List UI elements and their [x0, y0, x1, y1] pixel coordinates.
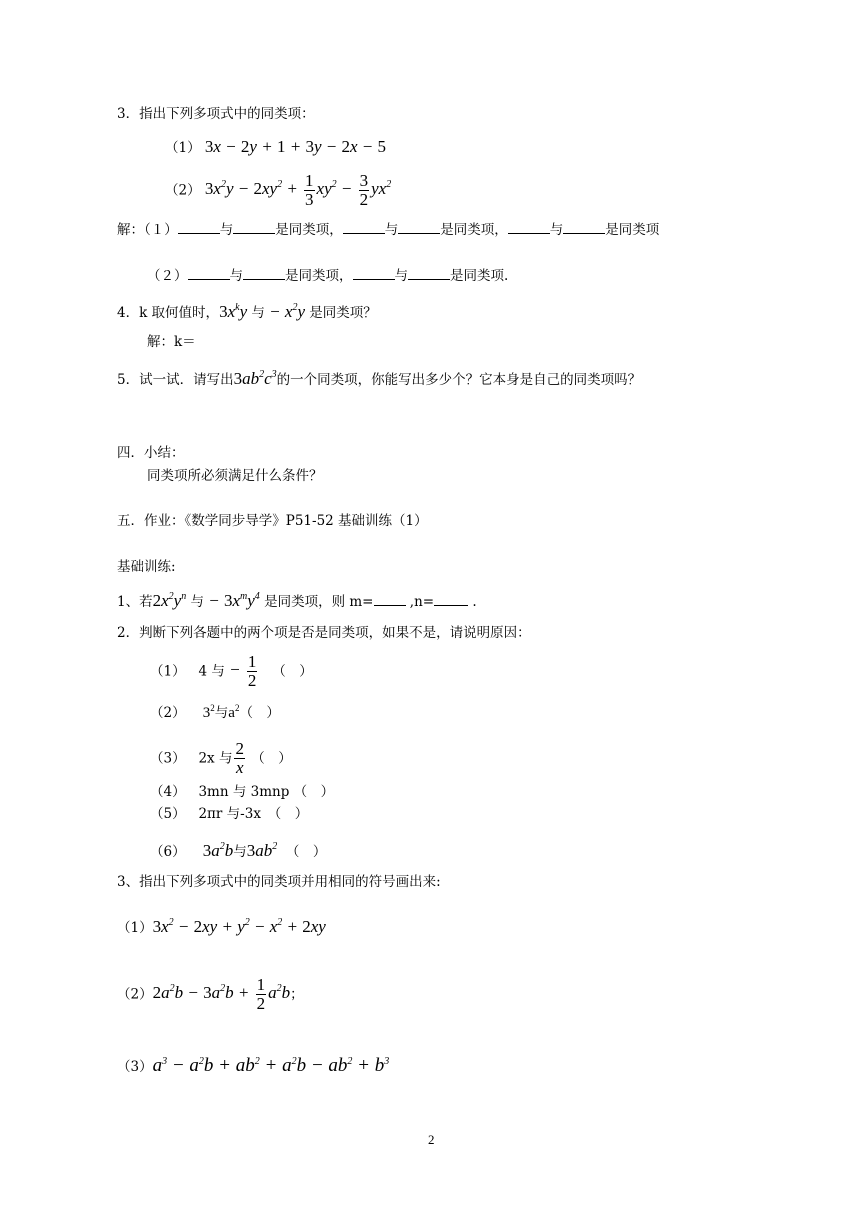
answer-blank[interactable]	[233, 221, 275, 234]
summary-question: 同类项所必须满足什么条件？	[147, 468, 323, 484]
answer-blank[interactable]	[408, 267, 450, 280]
answer-blank[interactable]	[353, 267, 395, 280]
basic-q2-item-3: （3） 2x 与 $\frac{2}{x}$ （ ）	[150, 739, 292, 777]
q5-term: $3ab^2c^3$	[233, 369, 277, 388]
basic-q2-item-5: （5） 2πr 与-3x （ ）	[150, 806, 309, 822]
q3-answer-1: 解：（１） 与 是同类项， 与 是同类项， 与 是同类项	[117, 222, 660, 238]
basic-q3-item-2: $(2)2a^2b - 3a^2b$ + $\frac{1}{2}$ $a^2b$；	[117, 975, 304, 1013]
basic-title: 基础训练:	[117, 559, 176, 575]
q3-answer-2: （２） 与 是同类项， 与 是同类项.	[147, 268, 509, 284]
answer-blank[interactable]	[508, 221, 550, 234]
q4-question: 4．k 取何值时，$3x^ky$ 与 − $x^2y$ 是同类项？	[117, 302, 377, 321]
answer-blank[interactable]	[178, 221, 220, 234]
q3-item-2	[165, 172, 391, 209]
basic-q3-item-3: $(3)a^3 - a^2b + ab^2 + a^2b - ab^2 + b^3$	[117, 1055, 390, 1076]
q3-item-1-label: （1）	[165, 140, 201, 156]
q5-question: 5．试一试．请写出$3ab^2c^3$的一个同类项，你能写出多少个？它本身是自己的同类项吗？	[117, 369, 642, 388]
basic-q1-term-b: − $3x^my^4$	[203, 591, 260, 610]
q4-term-b: − $x^2y$	[264, 302, 305, 321]
basic-q2-title: 2．判断下列各题中的两个项是否是同类项，如果不是，请说明原因：	[117, 625, 531, 641]
q3-item-2-expression: $3x^2y - 2xy^2$ + $\frac{1}{3}$ $xy^2$ − $\frac{3}{2}$ $yx^2$	[204, 171, 392, 209]
basic-q1-term-a: $2x^2y^n$	[152, 591, 187, 610]
q4-term-a: $3x^ky$	[219, 302, 248, 321]
answer-blank[interactable]	[398, 221, 440, 234]
answer-blank[interactable]	[563, 221, 605, 234]
q3-item-2-label: （2）	[165, 182, 201, 199]
basic-q2-item-1: （1） 4 与 − $\frac{1}{2}$ （ ）	[150, 652, 313, 690]
answer-blank[interactable]	[243, 267, 285, 280]
q3-title: 3．指出下列多项式中的同类项：	[117, 106, 315, 122]
basic-q3-item-1: $(1)3x^2 - 2xy + y^2 - x^2 + 2xy$	[117, 917, 326, 936]
m-blank[interactable]	[374, 593, 406, 606]
answer-blank[interactable]	[343, 221, 385, 234]
homework: 五．作业：《数学同步导学》P51-52 基础训练（1）	[117, 513, 428, 529]
basic-q3-title: 3、指出下列多项式中的同类项并用相同的符号画出来:	[117, 874, 441, 890]
q3-item-1-expression: 3x − 2y + 1 + 3y − 2x − 5	[204, 137, 386, 156]
q3-item-1	[165, 138, 386, 156]
q4-answer: 解：k＝	[147, 334, 196, 350]
answer-blank[interactable]	[188, 267, 230, 280]
summary-title: 四．小结：	[117, 445, 185, 461]
basic-q2-item-6: （6） $3a^2b$与$3ab^2$ （ ）	[150, 841, 327, 860]
page-number: 2	[428, 1132, 435, 1147]
basic-q2-item-4: （4） 3mn 与 3mnp （ ）	[150, 784, 335, 800]
n-blank[interactable]	[434, 593, 468, 606]
basic-q2-item-2: （2） $3^2$与$a^2$（ ）	[150, 703, 280, 721]
basic-q1: 1、若$2x^2y^n$ 与 − $3x^my^4$ 是同类项，则 m= ,n= .	[117, 591, 477, 610]
